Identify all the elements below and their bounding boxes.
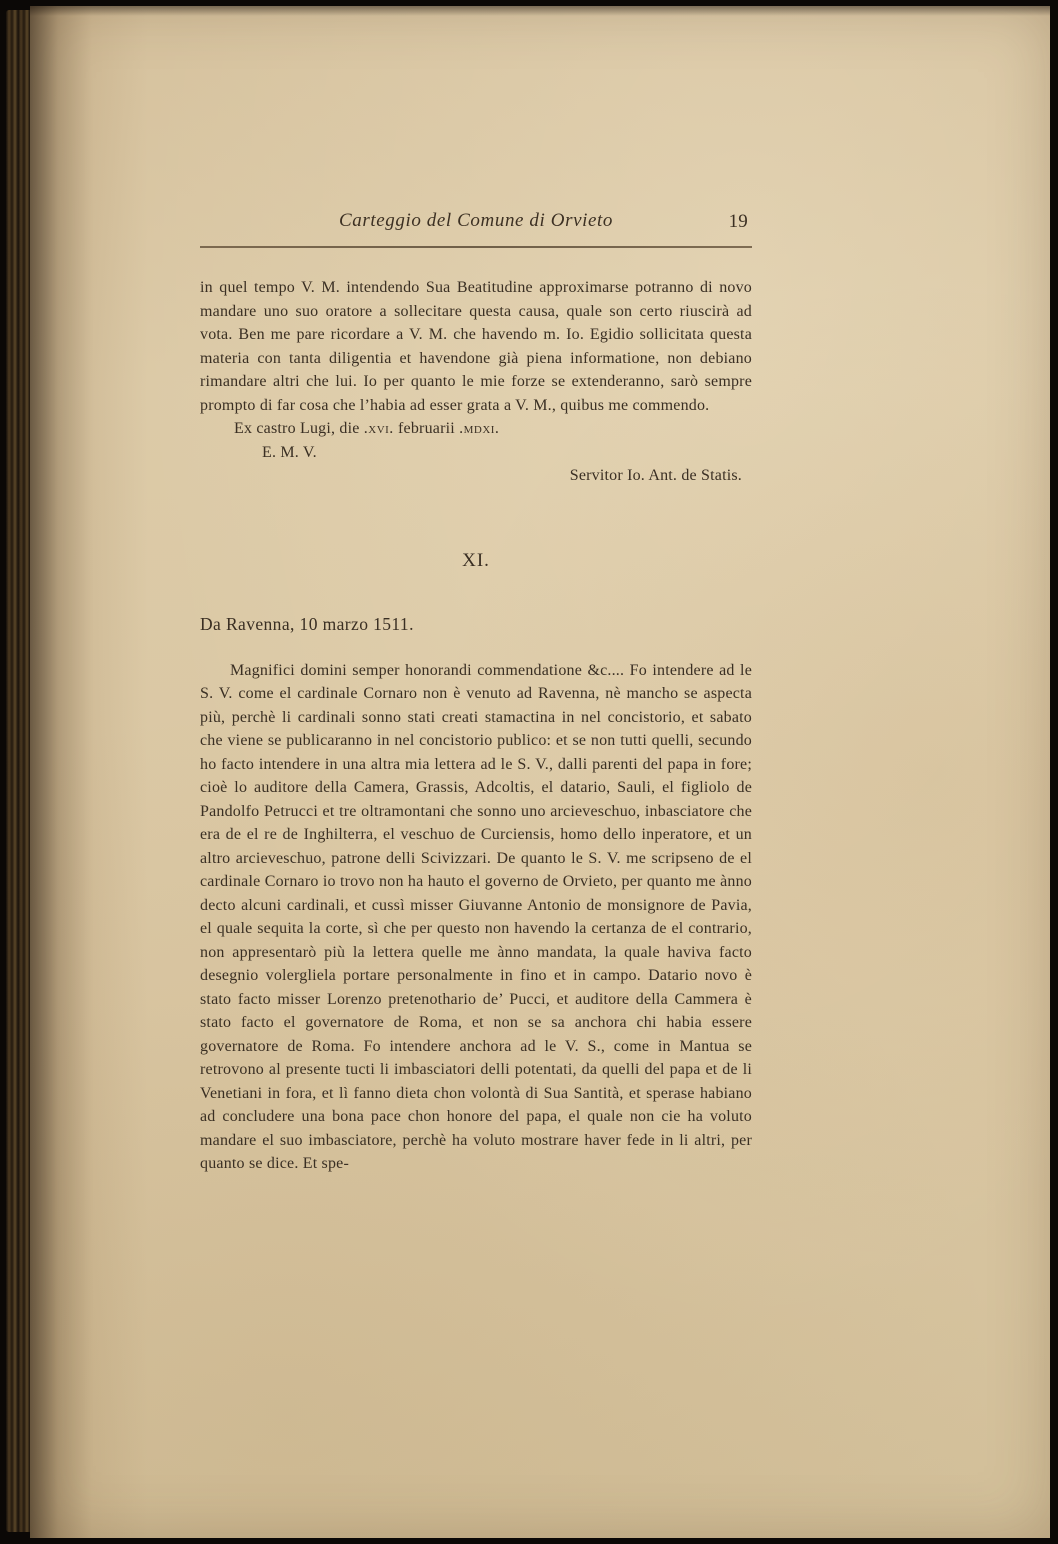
letter-continuation-paragraph: in quel tempo V. M. intendendo Sua Beatitudine approximarse potranno di novo mandare uno suo oratore a sollecitare questa causa, quale son certo riuscirà ad vota. Ben me pare ricordare a V. M. che havendo m. Io. Egidio sollicitata questa materia con tanta diligentia et havendone già piena informatione, non debiano rimandare altri che lui. Io per quanto le mie forze se extenderanno, sarò sempre prompto di far cosa che l’habia ad esser grata a V. M., quibus me commendo. [200, 279, 752, 414]
gutter-shadow [30, 6, 150, 1538]
valediction: E. M. V. [262, 443, 317, 461]
section-number: XI. [462, 549, 490, 571]
dateline-text: Ex castro Lugi, die [234, 420, 364, 437]
page-number: 19 [728, 211, 748, 232]
page-header [200, 210, 752, 240]
dateline-month: februarii [393, 420, 460, 437]
running-title: Carteggio del Comune di Orvieto [338, 210, 613, 231]
header-rule [200, 246, 752, 248]
text-column [200, 210, 752, 1176]
book-page [30, 6, 1050, 1538]
letter-body-paragraph: Magnifici domini semper honorandi commendatione &c.... Fo intendere ad le S. V. come el cardinale Cornaro non è venuto ad Ravenna, nè mancho se aspecta più, perchè li cardinali sonno stati creati stamactina in nel concistorio, et sabato che viene se publicaranno in nel concistorio publico: et se non tutti quelli, secundo ho facto intendere in una altra mia lettera ad le S. V., dalli parenti del papa in fore; cioè lo auditore della Camera, Grassis, Adcoltis, el datario, Sauli, el figliolo de Pandolfo Petrucci et tre oltramontani che sonno uno arcieveschuo, inbasciatore che era de el re de Inghilterra, el veschuo de Curciensis, homo dello inperatore, et un altro arcieveschuo, patrone delli Scivizzari. De quanto le S. V. me scripseno de el cardinale Cornaro io trovo non ha hauto el governo de Orvieto, per quanto me ànno decto alcuni cardinali, et cussì misser Giuvanne Antonio de monsignore de Pavia, el quale sequita la corte, sì che per questo non havendo la certanza de el contrario, non appresentarò più la lettera quelle me ànno mandata, la quale haviva facto desegnio volergliela portare personalmente in fino et in campo. Datario novo è stato facto misser Lorenzo pretenothario de’ Pucci, et auditore della Cammera è stato facto el governatore de Roma, et non se sa anchora chi habia essere governatore de Roma. Fo intendere anchora ad le V. S., come in Mantua se retrovono al presente tucti li imbasciatori delli potentati, da quelli del papa et de li Venetiani in fora, et lì fanno dieta chon volontà di Sua Santità, et sperase habiano ad concludere una bona pace chon honore del papa, el quale non cie ha voluto mandare el suo imbasciatore, perchè ha voluto mostrare haver fede in li altri, per quanto se dice. Et spe- [200, 661, 752, 1172]
signature: Servitor Io. Ant. de Statis. [569, 467, 742, 484]
dateline [200, 417, 752, 441]
dateline-roman-year: .mdxi. [459, 420, 500, 437]
top-edge-shadow [30, 6, 1050, 16]
section-heading: Da Ravenna, 10 marzo 1511. [200, 613, 414, 634]
dateline-roman-day: .xvi. [363, 420, 394, 437]
